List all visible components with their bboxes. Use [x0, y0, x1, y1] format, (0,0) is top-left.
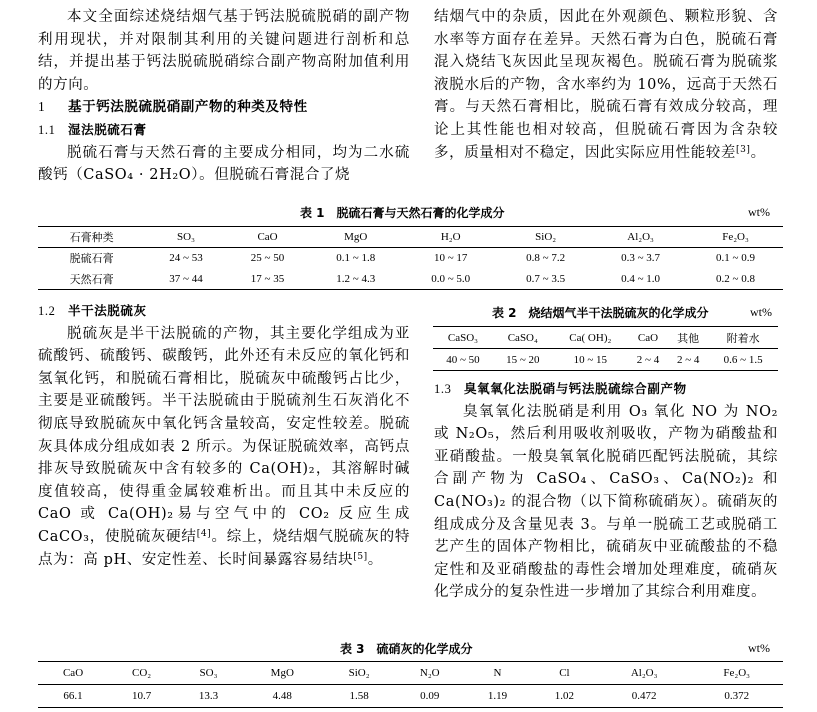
section-1-heading	[38, 96, 410, 119]
column-header: CaO	[227, 227, 309, 248]
table-cell: 40 ~ 50	[446, 353, 480, 366]
table-cell: 15 ~ 20	[506, 353, 540, 366]
table-cell: 0.0 ~ 5.0	[431, 272, 471, 285]
column-header: CaO	[628, 327, 668, 349]
table-2-unit: wt%	[750, 305, 772, 319]
table-3-caption: 表 3 硫硝灰的化学成分	[340, 642, 473, 656]
column-header: SO₃	[175, 662, 242, 685]
table-cell: 37 ~ 44	[169, 272, 203, 285]
column-header: MgO	[242, 662, 323, 685]
table-cell: 0.8 ~ 7.2	[526, 252, 566, 265]
column-header: Cl	[531, 662, 598, 685]
column-header: CaO	[38, 662, 108, 685]
column-header: SiO₂	[323, 662, 396, 685]
section-1-3-heading	[434, 378, 778, 401]
table-cell: 25 ~ 50	[250, 252, 285, 265]
table-cell: 24 ~ 53	[169, 252, 203, 265]
table-row	[38, 248, 783, 269]
intro-paragraph: 本文全面综述烧结烟气基于钙法脱硫脱硝的副产物利用现状，并对限制其利用的关键问题进行剖析和总结，并提出基于钙法脱硫脱硝综合副产物高附加值利用的方向。	[38, 9, 410, 93]
table-cell: 10 ~ 15	[573, 353, 608, 366]
column-header: SiO₂	[498, 227, 593, 248]
table-cell: 66.1	[63, 690, 83, 702]
section-number: 1	[38, 99, 46, 115]
gypsum-paragraph: 脱硫石膏与天然石膏的主要成分相同，均为二水硫酸钙（CaSO₄ · 2H₂O）。但脱硫石膏混合了烧	[38, 144, 410, 184]
column-header: H₂O	[403, 227, 498, 248]
table-cell: 0.09	[420, 690, 440, 702]
table-cell: 1.58	[349, 690, 369, 702]
table-cell: 1.19	[487, 690, 508, 702]
section-number: 1.3	[434, 382, 452, 396]
table-cell: 1.02	[554, 690, 575, 702]
column-header: Fe₂O₃	[690, 662, 783, 685]
table-cell: 10 ~ 17	[433, 252, 468, 265]
table-cell: 4.48	[272, 690, 292, 702]
table-cell: 17 ~ 35	[250, 272, 285, 285]
column-header: Al₂O₃	[598, 662, 691, 685]
nitrate-ash-paragraph: 臭氧氧化法脱硝是利用 O₃ 氧化 NO 为 NO₂ 或 N₂O₅，然后利用吸收剂吸收，产物为硝酸盐和亚硝酸盐。一般臭氧氧化脱硝匹配钙法脱硫，其综合副产物为 CaSO₄、CaSO₃、Ca(NO₂)₂ 和 Ca(NO₃)₂ 的混合物（以下简称硫硝灰）。硫硝灰的组成成分及含量见表 3。与单一脱硫工艺或脱硝工艺产生的固体产物相比，硫硝灰中亚硫酸盐的不稳定性和及亚硝酸盐的毒性会增加处理难度，硫硝灰化学成分的复杂性进一步增加了其综合利用难度。	[434, 403, 778, 601]
column-header: MgO	[308, 227, 403, 248]
citation: [4]	[196, 528, 212, 539]
table-header-row	[38, 227, 783, 248]
column-header: 石膏种类	[38, 227, 145, 248]
section-1-2-heading	[38, 300, 410, 323]
table-cell: 天然石膏	[69, 273, 114, 286]
right-column-top	[434, 6, 778, 164]
section-1-1-heading	[38, 119, 410, 142]
section-title: 基于钙法脱硫脱硝副产物的种类及特性	[68, 99, 308, 116]
gypsum-paragraph-continued: 结烟气中的杂质，因此在外观颜色、颗粒形貌、含水率等方面存在差异。天然石膏为白色，脱硫石膏混入烧结飞灰因此呈现灰褐色。脱硫石膏为脱硫浆液脱水后的产物，含水率约为 10%，远高于天然石膏。与天然石膏相比，脱硫石膏有效成分较高，理论上其性能也相对较高，但脱硫石膏因为含杂较多，质量相对不稳定，因此实际应用性能较差[3]。	[434, 9, 778, 161]
table-cell: 脱硫石膏	[69, 253, 114, 266]
table-3	[38, 661, 783, 708]
section-title: 臭氧氧化法脱硝与钙法脱硫综合副产物	[464, 381, 687, 396]
table-cell: 0.3 ~ 3.7	[621, 252, 661, 265]
section-number: 1.2	[38, 304, 56, 318]
column-header: 其他	[668, 327, 708, 349]
section-title: 湿法脱硫石膏	[68, 121, 147, 137]
section-title: 半干法脱硫灰	[68, 303, 147, 318]
table-cell: 1.2 ~ 4.3	[336, 272, 376, 285]
table-header-row	[433, 327, 778, 349]
table-cell: 2 ~ 4	[676, 353, 700, 366]
table-2	[433, 326, 778, 371]
column-header: CO₂	[108, 662, 175, 685]
citation: [5]	[353, 551, 368, 562]
column-header: 附着水	[708, 327, 778, 349]
column-header: Ca( OH)₂	[553, 327, 628, 349]
column-header: Fe₂O₃	[688, 227, 783, 248]
desulfurization-ash-paragraph: 脱硫灰是半干法脱硫的产物，其主要化学组成为亚硫酸钙、硫酸钙、碳酸钙，此外还有未反应的氧化钙和氢氧化钙，和脱硫石膏相比，脱硫灰中硫酸钙占比少，主要是亚硫酸钙。半干法脱硫由于脱硫剂生石灰消化不彻底导致脱硫灰中氧化钙含量较高，安定性较差。脱硫灰具体成分组成如表 2 所示。为保证脱硫效率，高钙点排灰导致脱硫灰中含有较多的 Ca(OH)₂，其溶解时碱度值较高，使得重金属较难析出。而且其中未反应的 CaO 或 Ca(OH)₂易与空气中的 CO₂ 反应生成 CaCO₃，使脱硫灰硬结[4]。综上，烧结烟气脱硫灰的特点为：高 pH、安定性差、长时间暴露容易结块[5]。	[38, 325, 410, 568]
column-header: Al₂O₃	[593, 227, 688, 248]
column-header: CaSO₃	[433, 327, 493, 349]
right-column-middle	[434, 378, 778, 604]
table-row	[38, 685, 783, 708]
table-header-row	[38, 662, 783, 685]
left-column-top	[38, 6, 410, 187]
table-2-caption: 表 2 烧结烟气半干法脱硫灰的化学成分	[492, 306, 709, 320]
table-1-unit: wt%	[748, 205, 770, 219]
table-cell: 0.6 ~ 1.5	[723, 353, 763, 366]
table-cell: 0.372	[724, 690, 750, 702]
table-cell: 0.1 ~ 1.8	[336, 252, 376, 265]
section-number: 1.1	[38, 122, 56, 137]
citation: [3]	[736, 144, 751, 155]
table-cell: 0.2 ~ 0.8	[716, 272, 755, 285]
left-column-middle	[38, 300, 410, 571]
table-cell: 13.3	[198, 690, 219, 702]
table-row	[38, 269, 783, 290]
table-1-caption: 表 1 脱硫石膏与天然石膏的化学成分	[300, 206, 505, 220]
column-header: SO₃	[145, 227, 227, 248]
table-cell: 0.472	[631, 690, 657, 702]
table-cell: 0.1 ~ 0.9	[716, 252, 755, 265]
column-header: CaSO₄	[493, 327, 553, 349]
table-3-unit: wt%	[748, 641, 770, 655]
table-cell: 10.7	[131, 690, 152, 702]
table-1	[38, 226, 783, 290]
table-cell: 2 ~ 4	[636, 353, 660, 366]
table-row	[433, 349, 778, 371]
column-header: N	[464, 662, 531, 685]
table-cell: 0.4 ~ 1.0	[621, 272, 661, 285]
column-header: N₂O	[395, 662, 464, 685]
table-cell: 0.7 ~ 3.5	[526, 272, 566, 285]
